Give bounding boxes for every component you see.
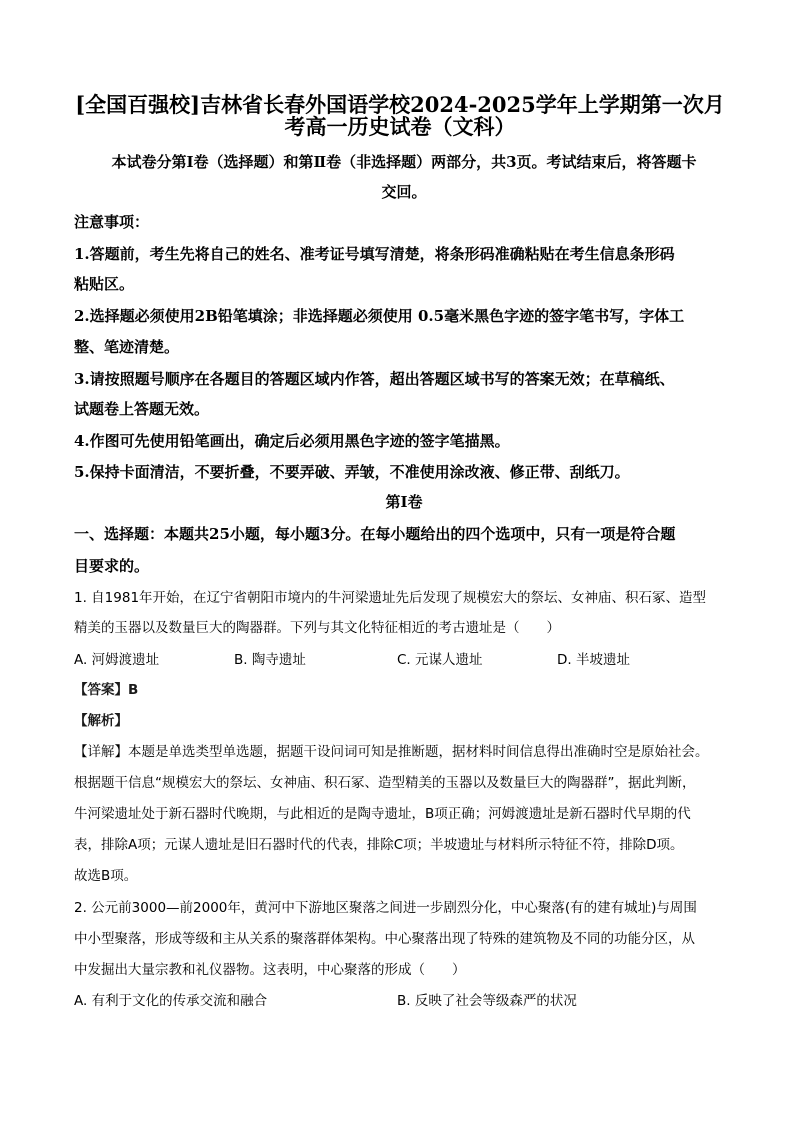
question-2-stem-line-2: 中小型聚落，形成等级和主从关系的聚落群体架构。中心聚落出现了特殊的建筑物及不同的功能分区，从 <box>74 931 695 947</box>
question-1-option-d: D. 半坡遗址 <box>557 652 630 668</box>
question-1-analysis-line: 【详解】本题是单选类型单选题，据题干设问词可知是推断题，据材料时间信息得出准确时空是原始社会。 <box>74 744 709 760</box>
note-line: 粘贴区。 <box>74 275 135 293</box>
question-1-stem-line-2: 精美的玉器以及数量巨大的陶器群。下列与其文化特征相近的考古遗址是（ ） <box>74 620 560 636</box>
question-1-answer: 【答案】B <box>74 682 139 698</box>
note-line: 3.请按照题号顺序在各题目的答题区域内作答，超出答题区域书写的答案无效；在草稿纸、 <box>74 370 675 388</box>
question-2-stem-line-1: 2. 公元前3000—前2000年，黄河中下游地区聚落之间进一步剧烈分化，中心聚落(有的建有城址)与周围 <box>74 900 697 916</box>
note-line: 5.保持卡面清洁，不要折叠，不要弄破、弄皱，不准使用涂改液、修正带、刮纸刀。 <box>74 463 630 481</box>
intro-line-1: 本试卷分第Ⅰ卷（选择题）和第Ⅱ卷（非选择题）两部分，共3页。考试结束后，将答题卡 <box>111 153 697 171</box>
question-2-option-a: A. 有利于文化的传承交流和融合 <box>74 993 268 1009</box>
note-line: 1.答题前，考生先将自己的姓名、准考证号填写清楚，将条形码准确粘贴在考生信息条形码 <box>74 245 675 263</box>
question-1-option-c: C. 元谋人遗址 <box>397 652 483 668</box>
question-2-option-b: B. 反映了社会等级森严的状况 <box>397 993 577 1009</box>
question-1-analysis-line: 牛河梁遗址处于新石器时代晚期，与此相近的是陶寺遗址，B项正确；河姆渡遗址是新石器时代早期的代 <box>74 806 691 822</box>
question-1-analysis-line: 根据题干信息“规模宏大的祭坛、女神庙、积石冢、造型精美的玉器以及数量巨大的陶器群”，据此判断， <box>74 775 696 791</box>
note-line: 4.作图可先使用铅笔画出，确定后必须用黑色字迹的签字笔描黑。 <box>74 432 510 450</box>
question-1-analysis-label: 【解析】 <box>74 713 128 729</box>
intro-line-2: 交回。 <box>381 183 427 201</box>
question-1-stem-line-1: 1. 自1981年开始，在辽宁省朝阳市境内的牛河梁遗址先后发现了规模宏大的祭坛、女神庙、积石冢、造型 <box>74 590 707 606</box>
notes-heading: 注意事项： <box>74 213 150 231</box>
exam-title-line-1: [全国百强校]吉林省长春外国语学校2024-2025学年上学期第一次月 <box>75 92 725 117</box>
section-instruction-line-2: 目要求的。 <box>74 557 150 575</box>
question-1-analysis-line: 表，排除A项；元谋人遗址是旧石器时代的代表，排除C项；半坡遗址与材料所示特征不符，排除D项。 <box>74 837 684 853</box>
question-1-option-b: B. 陶寺遗址 <box>234 652 306 668</box>
note-line: 整、笔迹清楚。 <box>74 338 180 356</box>
question-2-stem-line-3: 中发掘出大量宗教和礼仪器物。这表明，中心聚落的形成（ ） <box>74 962 466 978</box>
section-instruction-line-1: 一、选择题：本题共25小题，每小题3分。在每小题给出的四个选项中，只有一项是符合题 <box>74 525 676 543</box>
question-1-analysis-line: 故选B项。 <box>74 868 138 884</box>
question-1-option-a: A. 河姆渡遗址 <box>74 652 160 668</box>
exam-title-line-2: 考高一历史试卷（文科） <box>284 114 516 139</box>
section-title: 第Ⅰ卷 <box>385 493 423 511</box>
note-line: 试题卷上答题无效。 <box>74 400 210 418</box>
note-line: 2.选择题必须使用2B铅笔填涂；非选择题必须使用 0.5毫米黑色字迹的签字笔书写，字体工 <box>74 307 685 325</box>
